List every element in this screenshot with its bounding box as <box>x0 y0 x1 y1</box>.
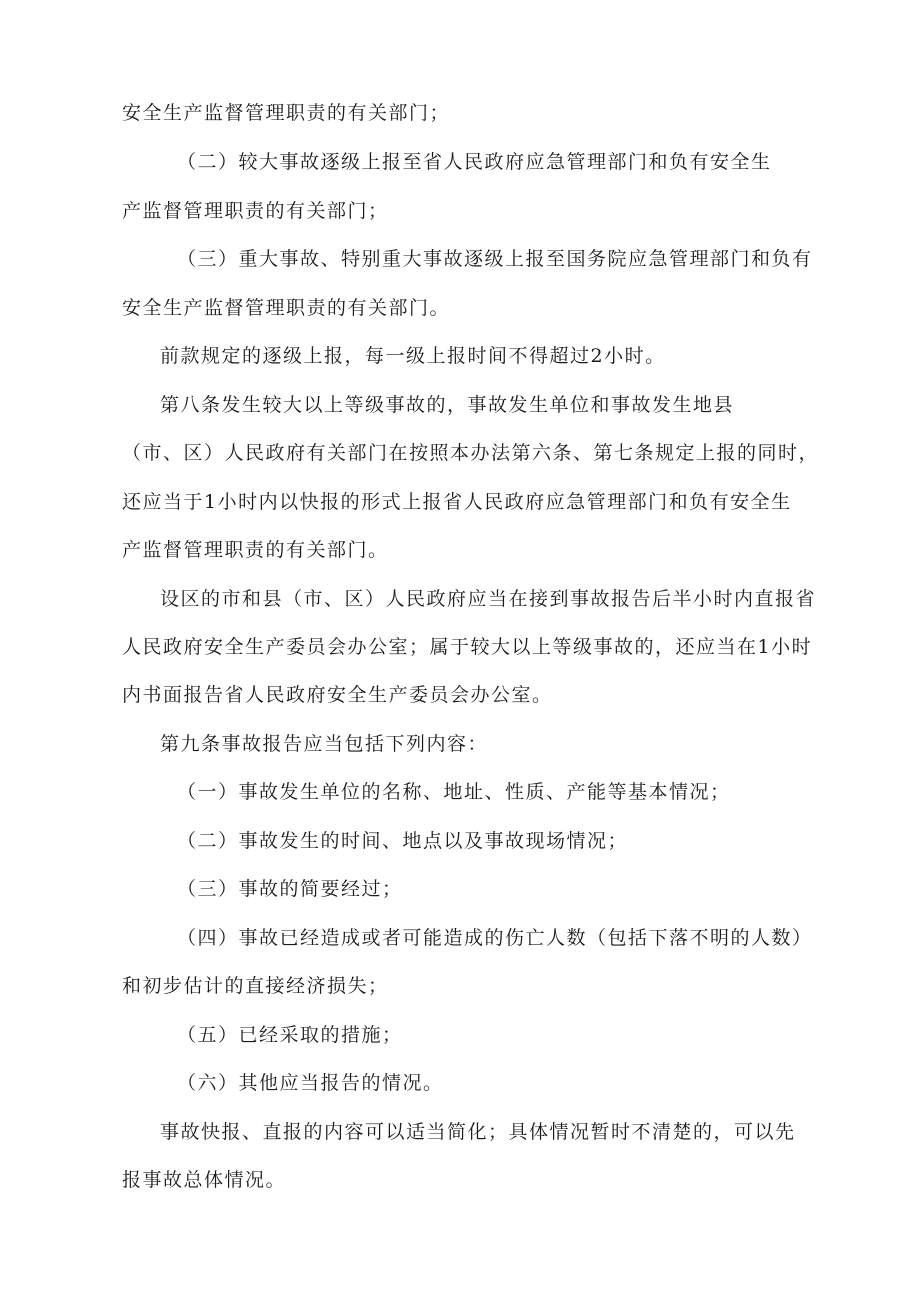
text-line: 报事故总体情况。 <box>122 1169 287 1191</box>
text-line: 还应当于1小时内以快报的形式上报省人民政府应急管理部门和负有安全生 <box>122 491 792 513</box>
text-line: （四）事故已经造成或者可能造成的伤亡人数（包括下落不明的人数） <box>177 927 813 949</box>
text-line: 设区的市和县（市、区）人民政府应当在接到事故报告后半小时内直报省 <box>160 588 817 610</box>
text-line: （三）重大事故、特别重大事故逐级上报至国务院应急管理部门和负有 <box>177 248 813 270</box>
text-line: 产监督管理职责的有关部门。 <box>122 539 389 561</box>
text-line: 第八条发生较大以上等级事故的，事故发生单位和事故发生地县 <box>160 394 735 416</box>
text-line: （二）较大事故逐级上报至省人民政府应急管理部门和负有安全生 <box>177 151 772 173</box>
text-line: 内书面报告省人民政府安全生产委员会办公室。 <box>122 684 553 706</box>
text-line: （一）事故发生单位的名称、地址、性质、产能等基本情况； <box>177 781 731 803</box>
text-line: （市、区）人民政府有关部门在按照本办法第六条、第七条规定上报的同时， <box>122 442 820 464</box>
text-line: 人民政府安全生产委员会办公室；属于较大以上等级事故的，还应当在1小时 <box>122 636 813 658</box>
text-line: 安全生产监督管理职责的有关部门； <box>122 102 451 124</box>
text-line: 第九条事故报告应当包括下列内容： <box>160 733 489 755</box>
text-line: 产监督管理职责的有关部门； <box>122 200 389 222</box>
text-line: 和初步估计的直接经济损失； <box>122 975 389 997</box>
text-line: （二）事故发生的时间、地点以及事故现场情况； <box>177 830 629 852</box>
text-line: （五）已经采取的措施； <box>177 1024 403 1046</box>
text-line: （六）其他应当报告的情况。 <box>177 1072 444 1094</box>
text-line: 事故快报、直报的内容可以适当简化；具体情况暂时不清楚的，可以先 <box>160 1121 796 1143</box>
text-line: 前款规定的逐级上报，每一级上报时间不得超过2小时。 <box>160 345 666 367</box>
text-line: 安全生产监督管理职责的有关部门。 <box>122 297 451 319</box>
text-line: （三）事故的简要经过； <box>177 878 403 900</box>
